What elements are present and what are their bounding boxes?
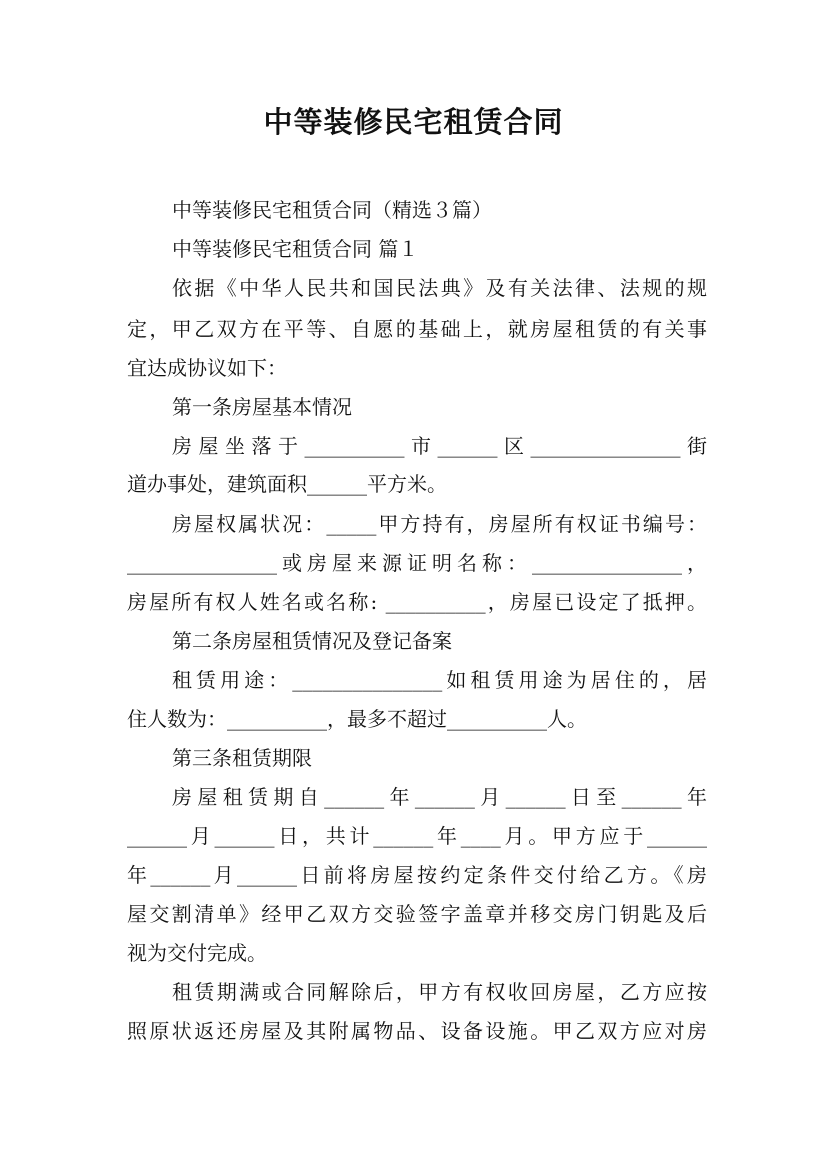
- paragraph-line: 住人数为：__________，最多不超过__________人。: [127, 707, 587, 731]
- paragraph-line: 照原状返还房屋及其附属物品、设备设施。甲乙双方应对房: [127, 1019, 707, 1043]
- paragraph-line: _______________或房屋来源证明名称：_______________，: [127, 551, 707, 575]
- document-title: 中等装修民宅租赁合同: [263, 105, 564, 139]
- article-heading: 第二条房屋租赁情况及登记备案: [172, 629, 452, 653]
- paragraph-line: 租赁用途：_______________如租赁用途为居住的，居: [172, 668, 707, 692]
- paragraph-line: 定，甲乙双方在平等、自愿的基础上，就房屋租赁的有关事: [127, 317, 707, 341]
- paragraph-line: 屋交割清单》经甲乙双方交验签字盖章并移交房门钥匙及后: [127, 902, 707, 926]
- paragraph-line: 房屋所有权人姓名或名称: __________，房屋已设定了抵押。: [127, 590, 707, 614]
- subtitle-line: 中等装修民宅租赁合同（精选３篇）: [172, 198, 492, 222]
- paragraph-line: 房屋权属状况：_____甲方持有，房屋所有权证书编号：: [172, 512, 707, 536]
- paragraph-line: 房屋租赁期自______年______月______日至______年: [172, 785, 707, 809]
- paragraph-line: ______月______日，共计______年____月。甲方应于______: [127, 824, 707, 848]
- article-heading: 第三条租赁期限: [172, 746, 312, 770]
- article-heading: 第一条房屋基本情况: [172, 395, 352, 419]
- paragraph-line: 依据《中华人民共和国民法典》及有关法律、法规的规: [172, 276, 707, 300]
- paragraph-line: 视为交付完成。: [127, 941, 267, 965]
- paragraph-line: 道办事处，建筑面积______平方米。: [127, 472, 447, 496]
- paragraph-line: 租赁期满或合同解除后，甲方有权收回房屋，乙方应按: [172, 980, 707, 1004]
- section-heading: 中等装修民宅租赁合同 篇１: [172, 237, 419, 261]
- paragraph-line: 宜达成协议如下：: [127, 356, 287, 380]
- paragraph-line: 房屋坐落于__________市______区_______________街: [172, 434, 707, 458]
- paragraph-line: 年______月______日前将房屋按约定条件交付给乙方。《房: [127, 863, 707, 887]
